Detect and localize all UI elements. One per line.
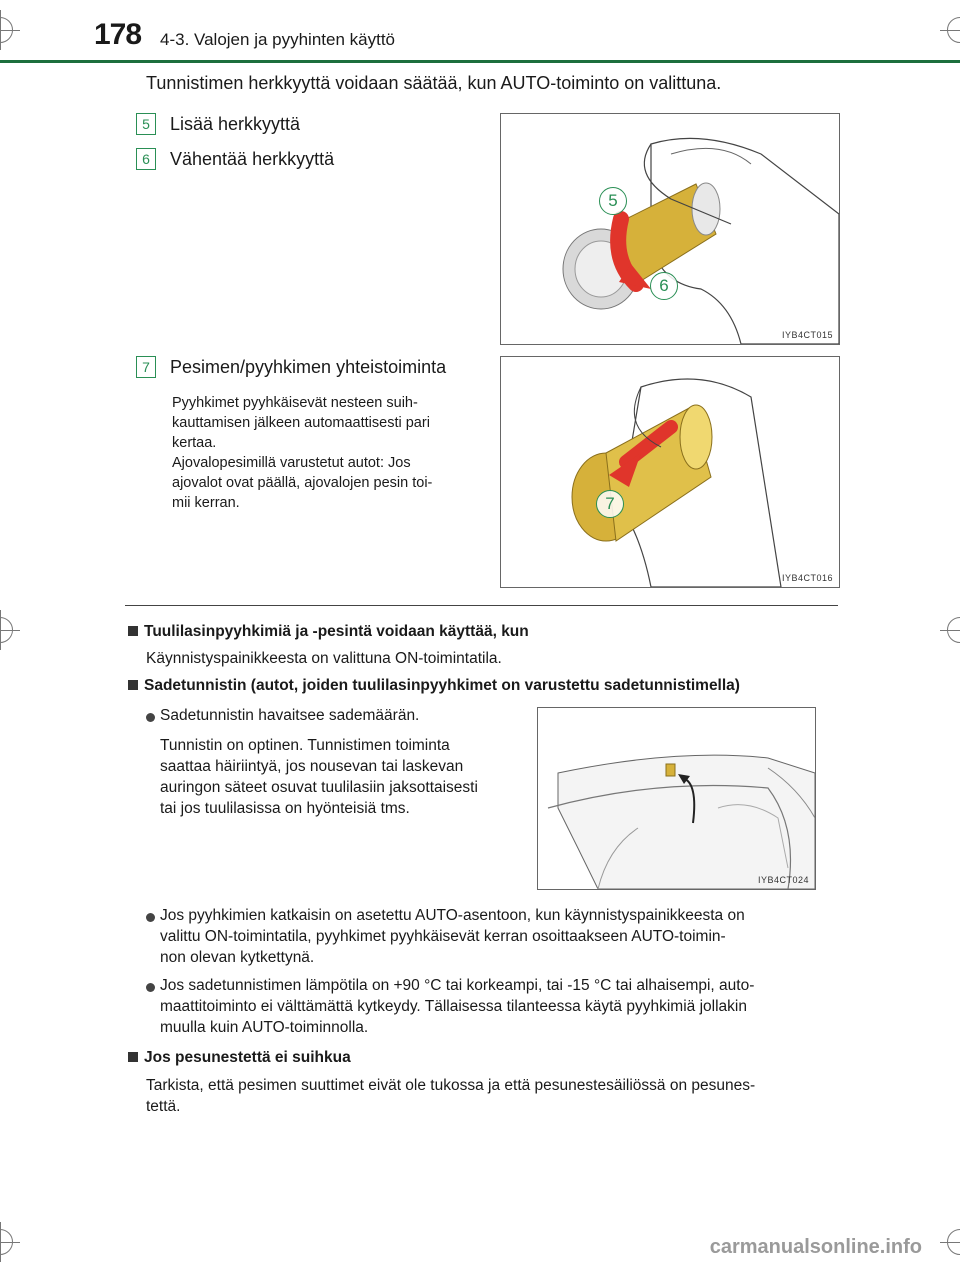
figure-sensitivity-knob: [500, 113, 840, 345]
header-rule: [0, 60, 960, 63]
figure-rain-sensor: [537, 707, 816, 890]
note-heading-when-usable: Tuulilasinpyyhkimiä ja -pesintä voidaan käyttää, kun: [128, 623, 529, 641]
item-badge-5: 5: [136, 113, 156, 135]
item-label-washer-wiper: Pesimen/pyyhkimen yhteistoiminta: [170, 357, 447, 377]
page-number: 178: [94, 18, 142, 51]
figure1-callout-6: 6: [650, 272, 678, 300]
hand-knob-illustration: [501, 114, 839, 344]
figure1-code: IYB4CT015: [781, 330, 833, 340]
item-label-decrease-sensitivity: Vähentää herkkyyttä: [170, 149, 335, 169]
registration-mark-bottom-right: [947, 1229, 960, 1255]
bullet-dot-1: [146, 713, 155, 722]
registration-mark-mid-left: [0, 617, 13, 643]
registration-mark-top-left: [0, 17, 13, 43]
item-badge-6: 6: [136, 148, 156, 170]
item-badge-7: 7: [136, 356, 156, 378]
figure2-code: IYB4CT016: [781, 573, 833, 583]
item-label-increase-sensitivity: Lisää herkkyyttä: [170, 114, 301, 134]
bullet1-title: Sadetunnistin havaitsee sademäärän.: [160, 707, 420, 724]
section-title: 4-3. Valojen ja pyyhinten käyttö: [160, 30, 395, 49]
note-body-when-usable: Käynnistyspainikkeesta on valittuna ON-toimintatila.: [146, 650, 502, 667]
section-divider: [125, 605, 838, 606]
figure-washer-knob: [500, 356, 840, 588]
figure1-callout-5: 5: [599, 187, 627, 215]
note-body-no-washer-fluid: Tarkista, että pesimen suuttimet eivät ole tukossa ja että pesunestesäiliössä on pesunes- tettä.: [146, 1077, 756, 1115]
note-heading-rain-sensor: Sadetunnistin (autot, joiden tuulilasinpyyhkimet on varustettu sadetunnistimella): [128, 677, 740, 695]
item7-description: Pyyhkimet pyyhkäisevät nesteen suih- kauttamisen jälkeen automaattisesti pari kertaa. Ajovalopesimillä varustetut autot: Jos ajovalot ovat päällä, ajovalojen pesin toi- mii kerran.: [172, 395, 433, 511]
intro-text: Tunnistimen herkkyyttä voidaan säätää, kun AUTO-toiminto on valittuna.: [146, 73, 722, 93]
hand-washer-illustration: [501, 357, 839, 587]
bullet2-text: Jos pyyhkimien katkaisin on asetettu AUTO-asentoon, kun käynnistyspainikkeesta on valittu ON-toimintatila, pyyhkimet pyyhkäisevät kerran osoittaakseen AUTO-toimin- non olevan kytkettynä.: [160, 907, 745, 966]
registration-mark-mid-right: [947, 617, 960, 643]
figure3-code: IYB4CT024: [757, 875, 809, 885]
registration-mark-bottom-left: [0, 1229, 13, 1255]
bullet3-text: Jos sadetunnistimen lämpötila on +90 °C tai korkeampi, tai -15 °C tai alhaisempi, auto- maattitoiminto ei välttämättä kytkeydy. Tällaisessa tilanteessa käytä pyyhkimiä jollakin muulla kuin AUTO-toiminnolla.: [160, 977, 755, 1036]
bullet-dot-3: [146, 983, 155, 992]
figure2-callout-7: 7: [596, 490, 624, 518]
bullet1-body: Tunnistin on optinen. Tunnistimen toiminta saattaa häiriintyä, jos nousevan tai laskevan auringon säteet osuvat tuulilasiin jaksottaisesti tai jos tuulilasissa on hyönteisiä tms.: [160, 737, 478, 817]
note-heading-no-washer-fluid: Jos pesunestettä ei suihkua: [128, 1049, 351, 1067]
bullet-dot-2: [146, 913, 155, 922]
registration-mark-top-right: [947, 17, 960, 43]
watermark: carmanualsonline.info: [709, 1236, 922, 1258]
windshield-sensor-illustration: [538, 708, 815, 889]
